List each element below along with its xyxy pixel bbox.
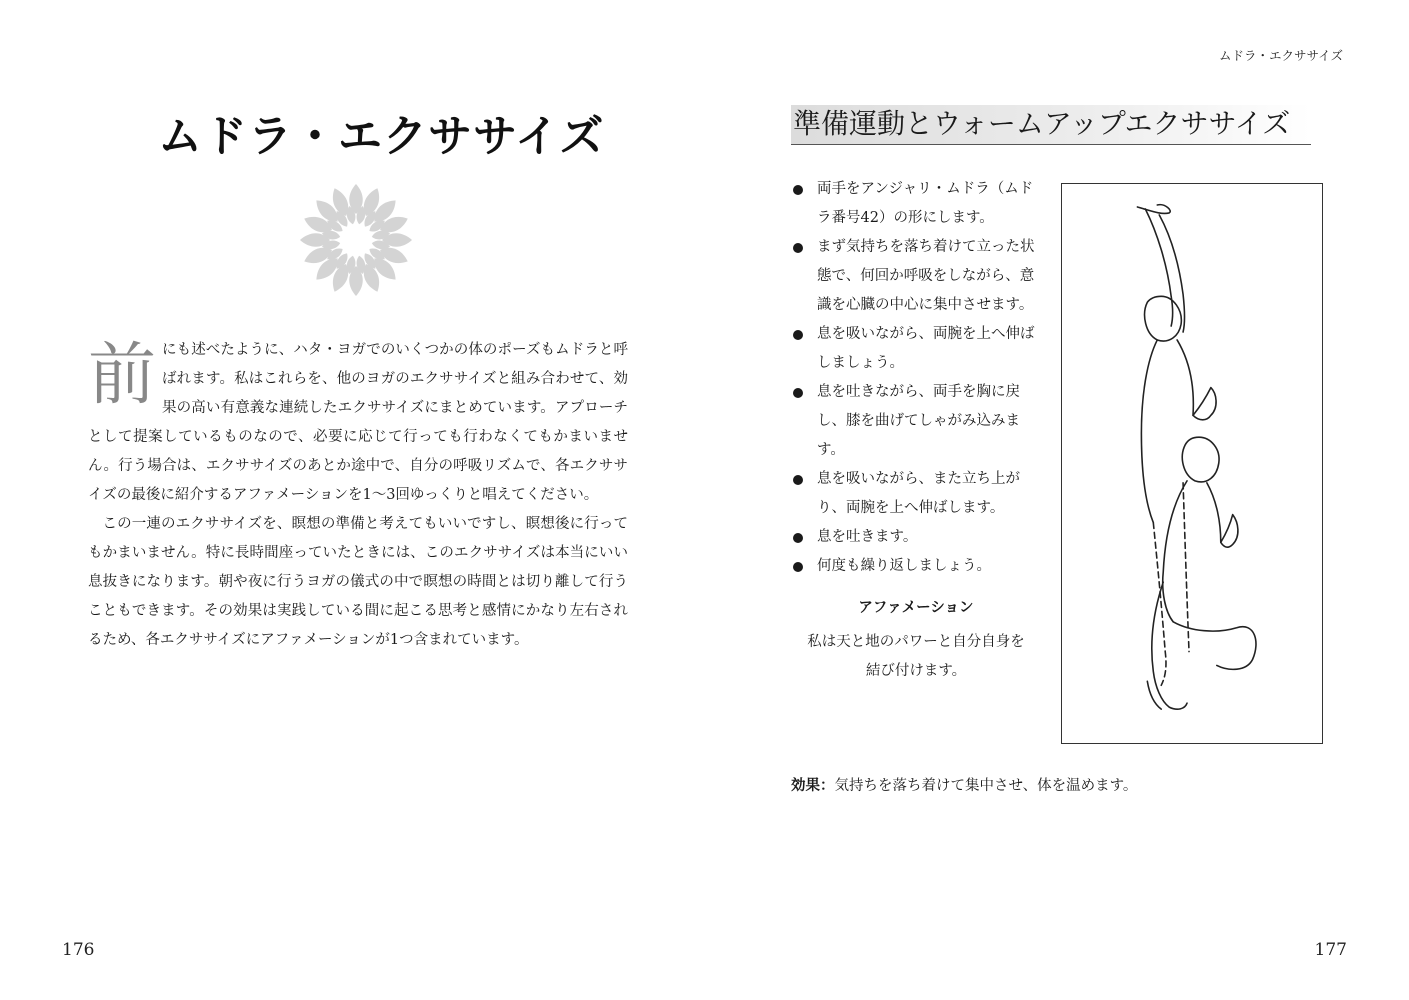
affirmation-line-1: 私は天と地のパワーと自分自身を <box>807 634 1025 650</box>
affirmation-line-2: 結び付けます。 <box>865 663 967 679</box>
list-item <box>791 523 1041 552</box>
list-item <box>791 378 1041 465</box>
effect-label: 効果： <box>791 778 835 794</box>
list-item <box>791 320 1041 378</box>
bullet-icon <box>793 330 803 340</box>
step-text: 息を吸いながら、また立ち上がり、両腕を上へ伸ばします。 <box>817 471 1020 516</box>
step-text: 両手をアンジャリ・ムドラ（ムドラ番号42）の形にします。 <box>817 181 1034 226</box>
bullet-icon <box>793 562 803 572</box>
intro-body-text <box>88 336 628 655</box>
section-heading: 準備運動とウォームアップエクササイズ <box>791 105 1311 145</box>
chapter-title: ムドラ・エクササイズ <box>158 111 605 162</box>
bullet-icon <box>793 243 803 253</box>
step-text: 息を吐きます。 <box>817 529 918 545</box>
step-text: 何度も繰り返しましょう。 <box>817 558 991 574</box>
list-item <box>791 175 1041 233</box>
bullet-icon <box>793 185 803 195</box>
step-text: 息を吸いながら、両腕を上へ伸ばしましょう。 <box>817 326 1035 371</box>
list-item <box>791 233 1041 320</box>
bullet-icon <box>793 475 803 485</box>
lotus-ornament-icon <box>296 180 416 300</box>
right-page <box>705 0 1409 1000</box>
running-head: ムドラ・エクササイズ <box>1218 48 1343 63</box>
step-text: 息を吐きながら、両手を胸に戻し、膝を曲げてしゃがみ込みます。 <box>817 384 1020 458</box>
steps-list <box>791 175 1041 581</box>
step-text: まず気持ちを落ち着けて立った状態で、何回か呼吸をしながら、意識を心臓の中心に集中させます。 <box>817 239 1035 313</box>
page-number-right: 177 <box>1314 940 1347 960</box>
intro-paragraph-1: にも述べたように、ハタ・ヨガでのいくつかの体のポーズもムドラと呼ばれます。私はこれらを、他のヨガのエクササイズと組み合わせて、効果の高い有意義な連続したエクササイズにまとめています。アプローチとして提案しているものなので、必要に応じて行っても行わなくてもかまいません。行う場合は、エクササイズのあとか途中で、自分の呼吸リズムで、各エクササイズの最後に紹介するアファメーションを1～3回ゆっくりと唱えてください。 <box>88 342 628 503</box>
bullet-icon <box>793 388 803 398</box>
list-item <box>791 465 1041 523</box>
affirmation-title: アファメーション <box>858 600 974 616</box>
effect-text: 気持ちを落ち着けて集中させ、体を温めます。 <box>834 778 1138 794</box>
list-item <box>791 552 1041 581</box>
intro-paragraph-2: この一連のエクササイズを、瞑想の準備と考えてもいいですし、瞑想後に行ってもかまいません。特に長時間座っていたときには、このエクササイズは本当にいい息抜きになります。朝や夜に行うヨガの儀式の中で瞑想の時間とは切り離して行うこともできます。その効果は実践している間に起こる思考と感情にかなり左右されるため、各エクササイズにアファメーションが1つ含まれています。 <box>88 516 628 648</box>
affirmation-text <box>791 628 1041 686</box>
effect-line <box>791 774 1137 795</box>
yoga-pose-figure-icon <box>1062 184 1322 743</box>
dropcap: 前 <box>88 336 157 415</box>
left-page <box>0 0 704 1000</box>
pose-illustration-frame <box>1061 183 1323 744</box>
bullet-icon <box>793 533 803 543</box>
page-number-left: 176 <box>62 940 95 960</box>
